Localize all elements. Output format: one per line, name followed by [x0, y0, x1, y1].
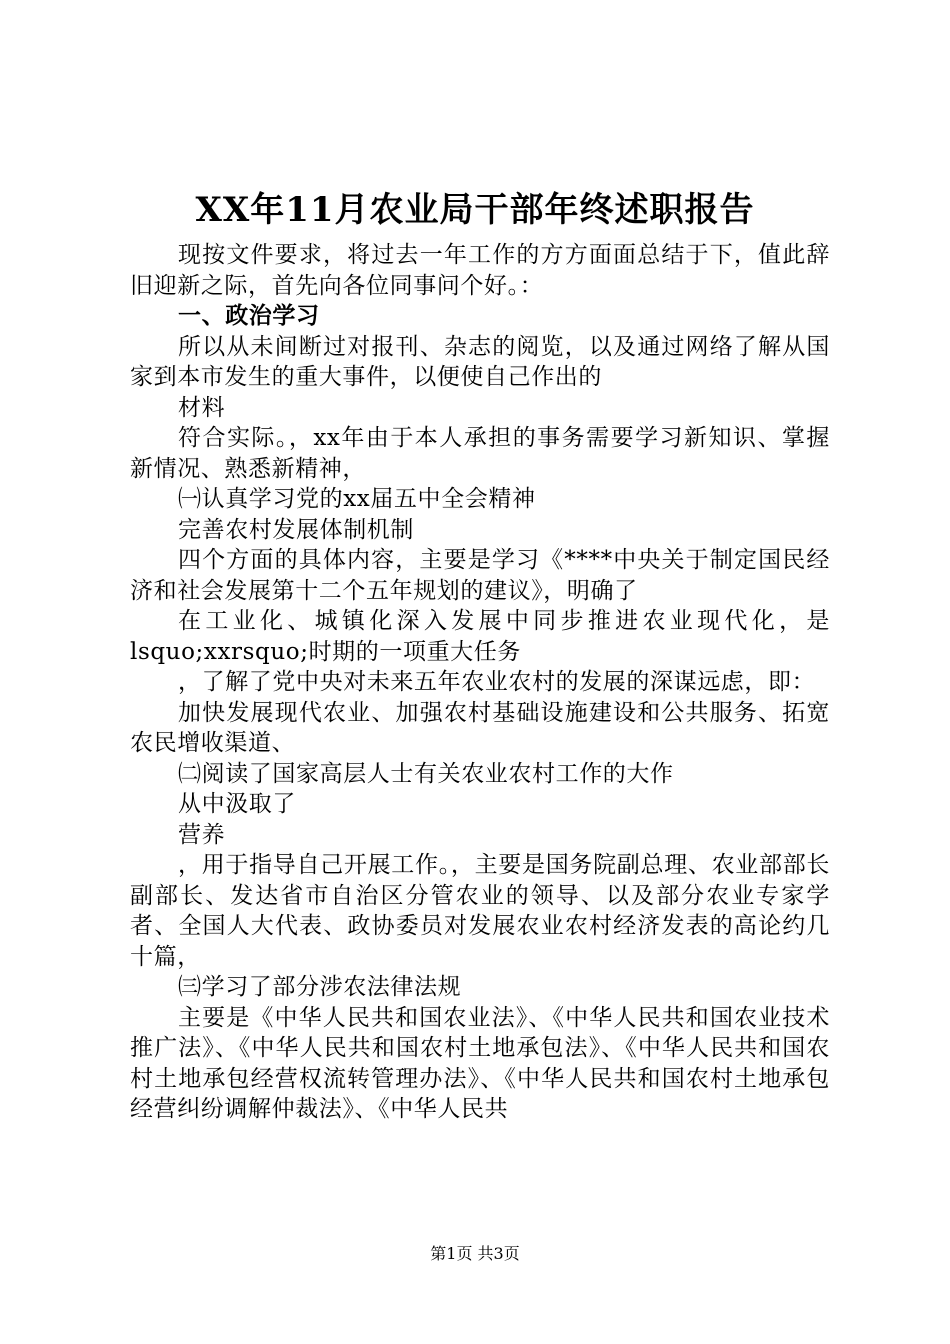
paragraph: 主要是《中华人民共和国农业法》、《中华人民共和国农业技术推广法》、《中华人民共和国农村土地承包法》、《中华人民共和国农村土地承包经营权流转管理办法》、《中华人民共和国农村土地承包经营纠纷调解仲裁法》、《中华人民共 [130, 1004, 830, 1122]
section-heading-political-study: 一、政治学习 [178, 302, 320, 329]
paragraph: ，用于指导自己开展工作。，主要是国务院副总理、农业部部长副部长、发达省市自治区分管农业的领导、以及部分农业专家学者、全国人大代表、政协委员对发展农业农村经济发表的高论约几十篇， [130, 852, 830, 970]
subheading-item-2: ㈡阅读了国家高层人士有关农业农村工作的大作 [178, 760, 674, 787]
paragraph: 从中汲取了 [178, 791, 296, 817]
page-footer: 第1页 共3页 [430, 1244, 520, 1263]
paragraph: 在工业化、城镇化深入发展中同步推进农业现代化，是lsquo;xxrsquo;时期的一项重大任务 [130, 608, 830, 665]
document-title: XX年11月农业局干部年终述职报告 [195, 190, 755, 230]
subheading-item-3: ㈢学习了部分涉农法律法规 [178, 974, 462, 1000]
subheading-item-1: ㈠认真学习党的xx届五中全会精神 [178, 486, 536, 512]
paragraph: 营养 [178, 821, 226, 848]
paragraph: 符合实际。，xx年由于本人承担的事务需要学习新知识、掌握新情况、熟悉新精神， [130, 425, 830, 482]
paragraph: 加快发展现代农业、加强农村基础设施建设和公共服务、拓宽农民增收渠道、 [130, 699, 830, 756]
paragraph: 完善农村发展体制机制 [178, 516, 414, 543]
document-body [130, 240, 830, 1125]
paragraph: ，了解了党中央对未来五年农业农村的发展的深谋远虑，即： [178, 669, 816, 695]
paragraph: 材料 [178, 394, 226, 421]
paragraph: 四个方面的具体内容，主要是学习《****中央关于制定国民经济和社会发展第十二个五年规划的建议》，明确了 [130, 547, 830, 604]
paragraph-intro: 现按文件要求，将过去一年工作的方方面面总结于下，值此辞旧迎新之际，首先向各位同事问个好。： [130, 242, 830, 299]
paragraph: 所以从未间断过对报刊、杂志的阅览，以及通过网络了解从国家到本市发生的重大事件，以便使自己作出的 [130, 333, 830, 390]
